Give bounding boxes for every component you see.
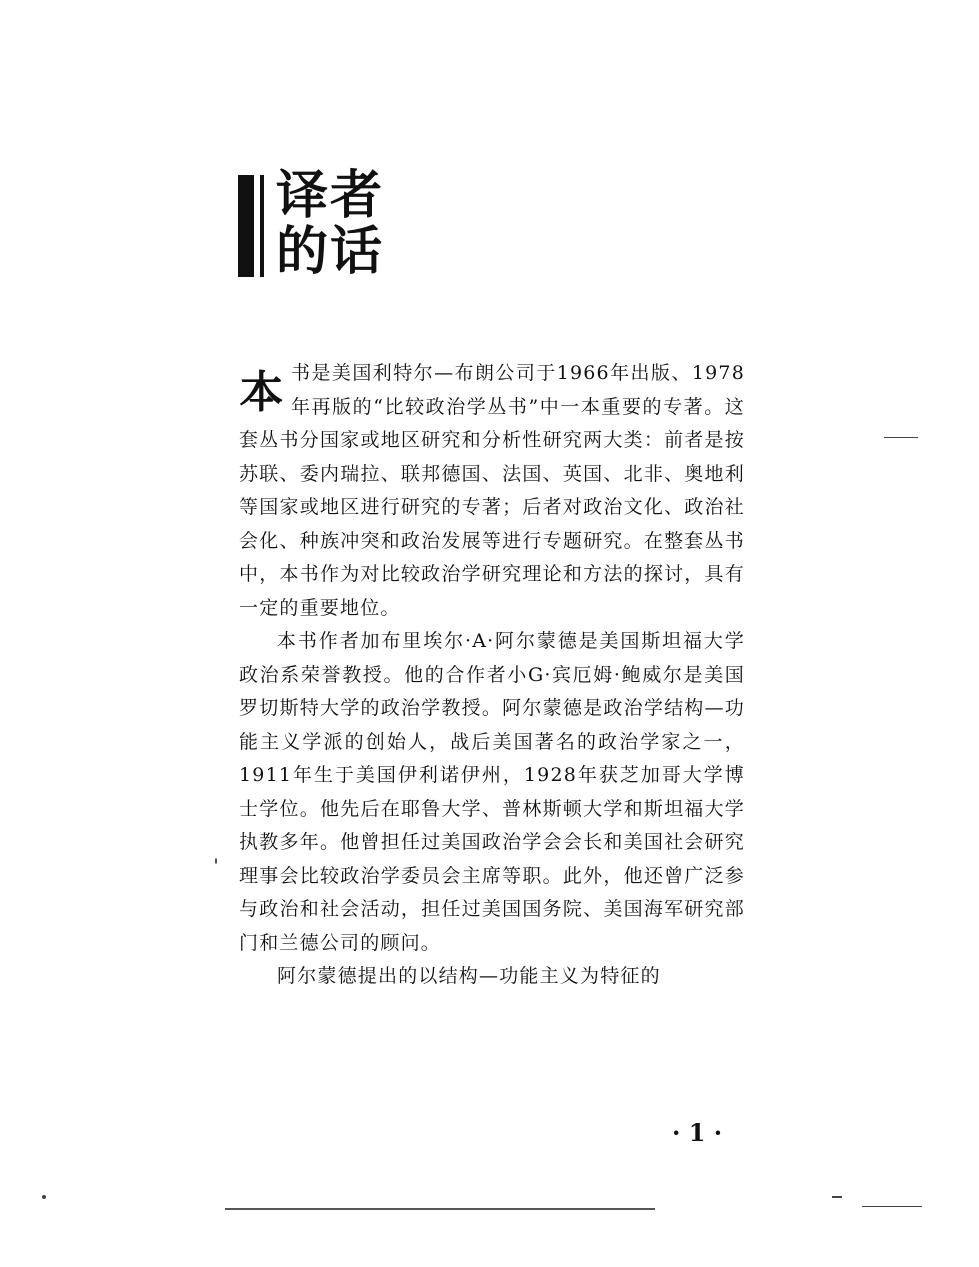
paragraph-2: 本书作者加布里埃尔·A·阿尔蒙德是美国斯坦福大学政治系荣誉教授。他的合作者小G·宾厄姆·鲍威尔是美国罗切斯特大学的政治学教授。阿尔蒙德是政治学结构—功能主义学派的创始人，战后美国著名的政治学家之一，1911年生于美国伊利诺伊州，1928年获芝加哥大学博士学位。他先后在耶鲁大学、普林斯顿大学和斯坦福大学执教多年。他曾担任过美国政治学会会长和美国社会研究理事会比较政治学委员会主席等职。此外，他还曾广泛参与政治和社会活动，担任过美国国务院、美国海军研究部门和兰德公司的顾问。 <box>239 630 745 954</box>
paragraph-3: 阿尔蒙德提出的以结构—功能主义为特征的 <box>277 965 661 987</box>
chapter-heading <box>276 165 416 282</box>
drop-cap: 本 <box>239 367 285 418</box>
heading-bar-thick <box>238 175 254 277</box>
page-number: · 1 · <box>672 1118 723 1147</box>
scan-speck <box>215 858 217 864</box>
scan-edge-line <box>225 1208 655 1210</box>
scan-speck <box>42 1195 46 1199</box>
scan-speck <box>862 1206 922 1207</box>
scan-speck <box>832 1196 842 1198</box>
heading-line-2: 的话 <box>276 221 385 282</box>
paragraph-1 <box>239 357 745 625</box>
heading-bar-thin <box>260 175 264 277</box>
heading-line-1: 译者 <box>276 165 385 226</box>
scan-speck <box>884 437 918 438</box>
body-text <box>239 357 745 994</box>
paragraph-1-text: 书是美国利特尔—布朗公司于1966年出版、1978年再版的“比较政治学丛书”中一本重要的专著。这套丛书分国家或地区研究和分析性研究两大类：前者是按苏联、委内瑞拉、联邦德国、法国、英国、北非、奥地利等国家或地区进行研究的专著；后者对政治文化、政治社会化、种族冲突和政治发展等进行专题研究。在整套丛书中，本书作为对比较政治学研究理论和方法的探讨，具有一定的重要地位。 <box>239 362 745 619</box>
